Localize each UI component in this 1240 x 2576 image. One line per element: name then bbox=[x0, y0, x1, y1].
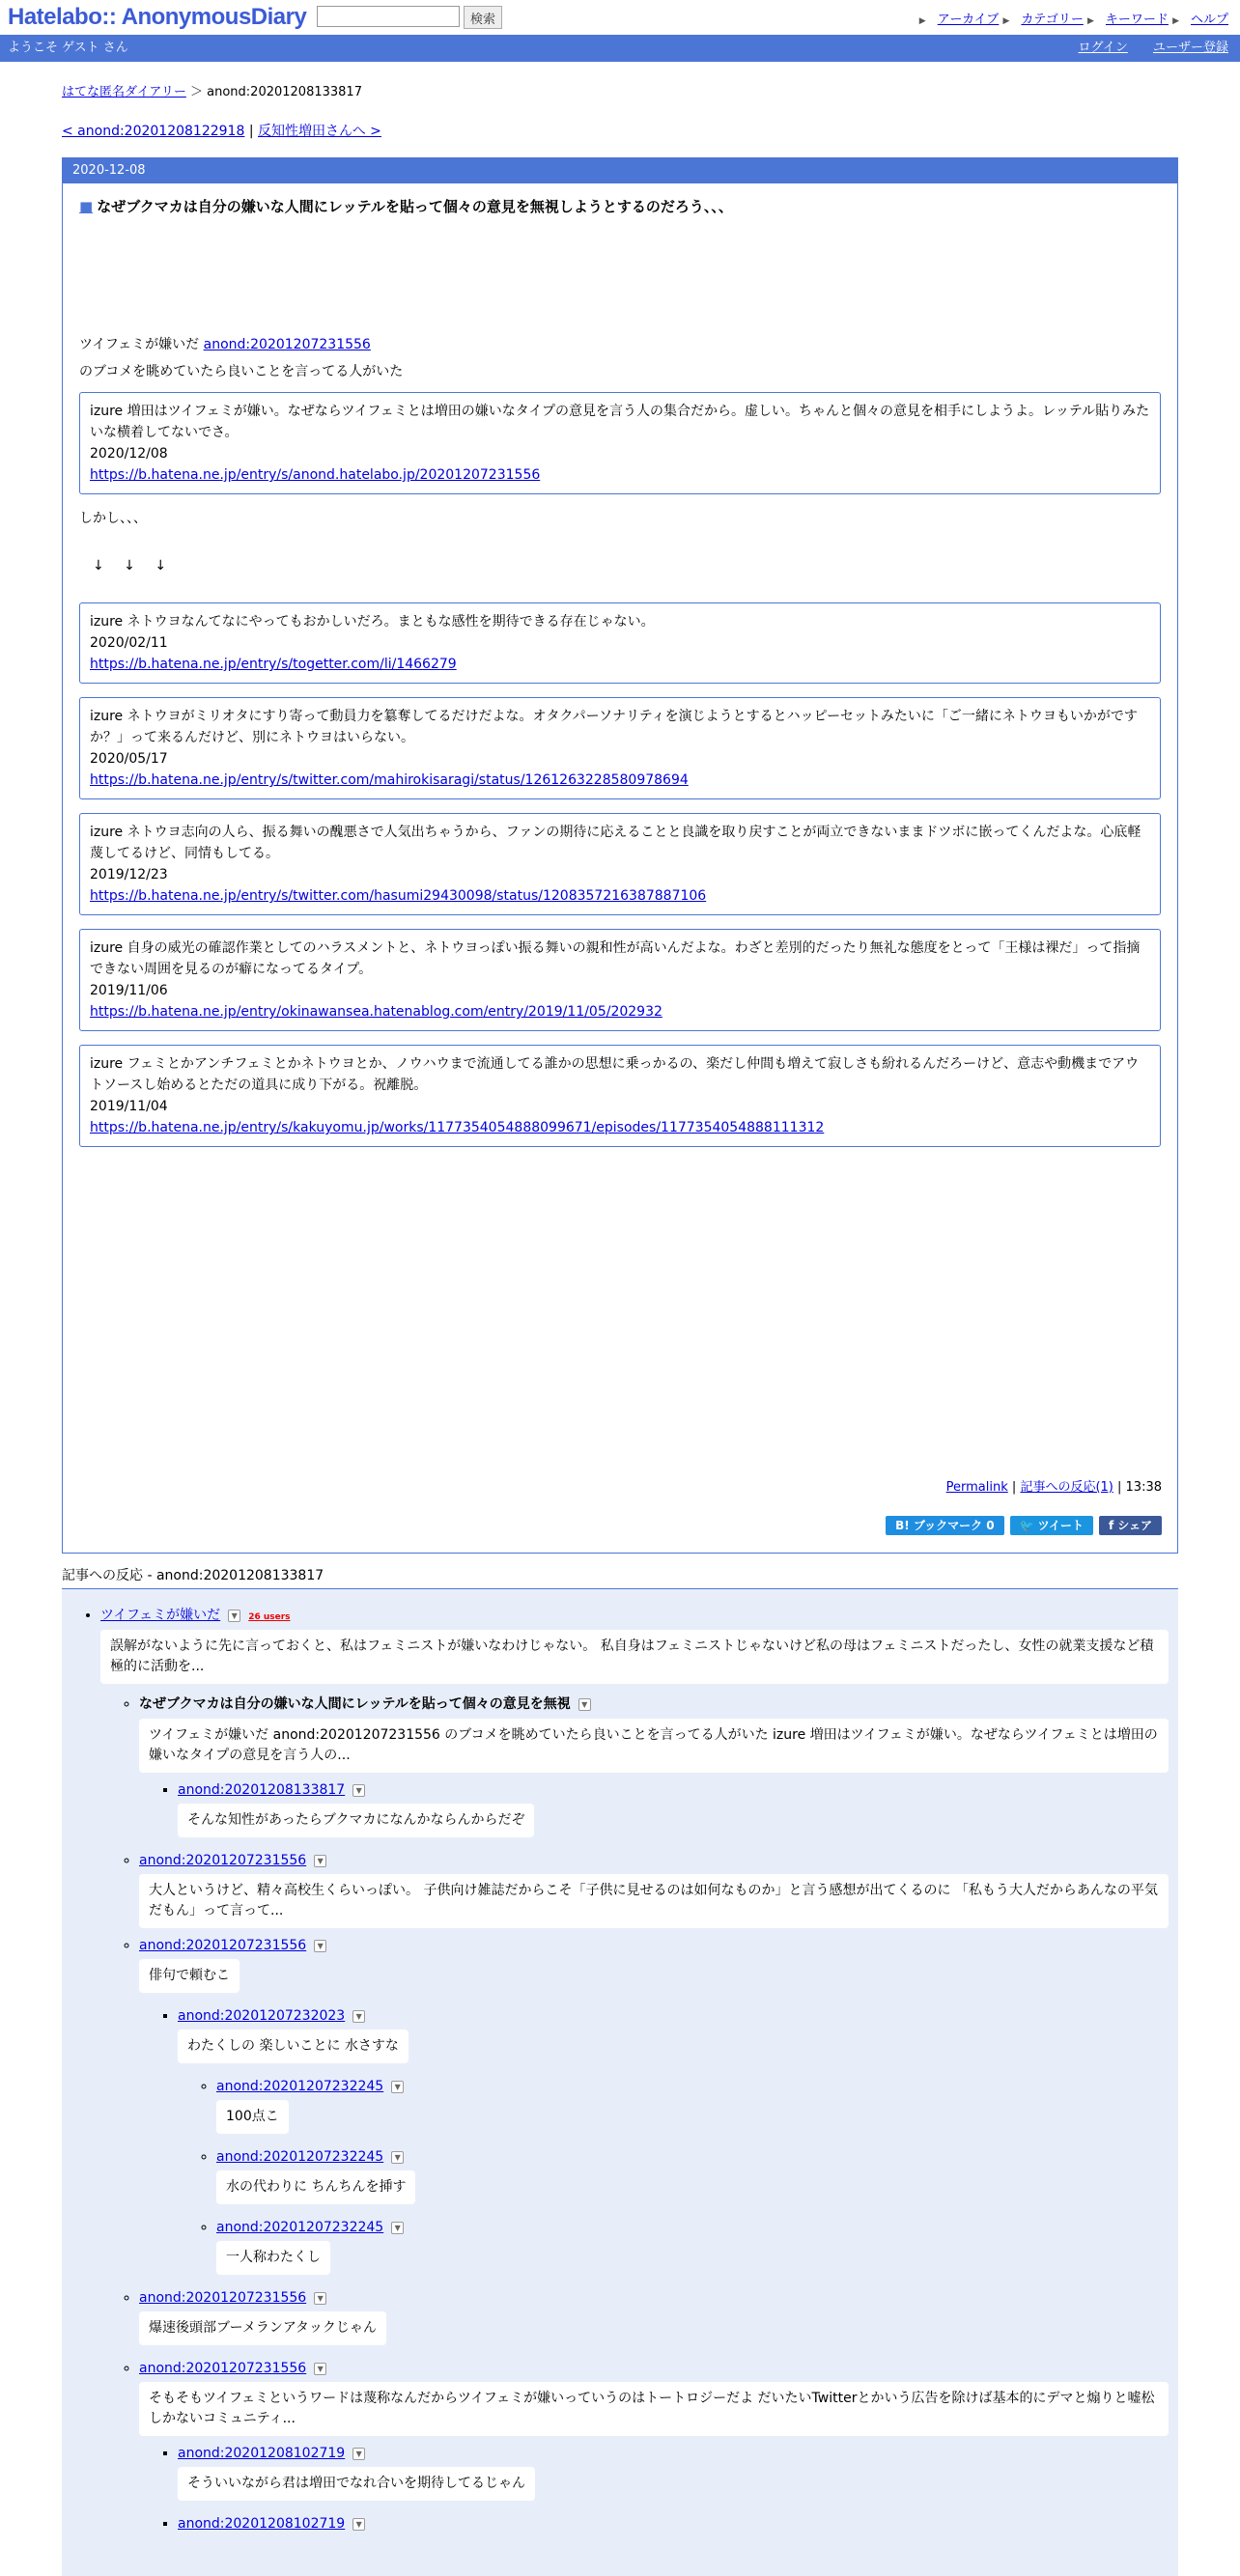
breadcrumb bbox=[62, 81, 1178, 99]
reaction-excerpt: そんな知性があったらブクマカになんかならんからだぞ bbox=[178, 1804, 534, 1837]
twitter-bird-icon: 🐦 bbox=[1019, 1519, 1034, 1532]
reaction-link[interactable]: anond:20201208102719 bbox=[178, 2446, 346, 2461]
hatena-bookmark-button[interactable]: B! ブックマーク 0 bbox=[886, 1516, 1004, 1535]
quote-text: izure ネトウヨ志向の人ら、振る舞いの醜悪さで人気出ちゃうから、ファンの期待に応えることと良識を取り戻すことが両立できないままドツボに嵌ってくんだよな。心底軽蔑してるけど、同情もしてる。 bbox=[90, 825, 1141, 861]
entry-title-text: なぜブクマカは自分の嫌いな人間にレッテルを貼って個々の意見を無視しようとするのだろう、、、 bbox=[97, 198, 733, 215]
triangle-icon: ▶ bbox=[1002, 16, 1010, 26]
prev-entry-link[interactable]: < anond:20201208122918 bbox=[62, 124, 245, 139]
pager-separator: | bbox=[248, 124, 254, 139]
reaction-item bbox=[139, 1853, 1169, 1928]
reaction-link[interactable]: anond:20201207232245 bbox=[216, 2220, 384, 2235]
dropdown-icon[interactable]: ▼ bbox=[352, 2518, 365, 2531]
nav-archive-link[interactable]: アーカイブ bbox=[937, 13, 1000, 27]
quote-date: 2020/02/11 bbox=[90, 635, 168, 651]
quote-date: 2020/12/08 bbox=[90, 446, 168, 462]
reaction-link[interactable]: anond:20201207232245 bbox=[216, 2079, 384, 2094]
reaction-item bbox=[139, 1938, 1169, 2284]
entry-paragraph: のブコメを眺めていたら良いことを言ってる人がいた bbox=[79, 364, 404, 379]
reactions-heading: 記事への反応 - anond:20201208133817 bbox=[62, 1565, 1178, 1589]
entry-body bbox=[63, 195, 1177, 1147]
quote-text: izure ネトウヨなんてなにやってもおかしいだろ。まともな感性を期待できる存在じゃない。 bbox=[90, 614, 655, 630]
quote-text: izure ネトウヨがミリオタにすり寄って動員力を簒奪してるだけだよな。オタクパーソナリティを演じようとするとハッピーセットみたいに「ご一緒にネトウヨもいかがですか？」って来るんだけど、別にネトウヨはいらない。 bbox=[90, 709, 1138, 745]
breadcrumb-current: anond:20201208133817 bbox=[207, 85, 362, 99]
dropdown-icon[interactable]: ▼ bbox=[391, 2081, 404, 2093]
top-bar bbox=[0, 0, 1240, 35]
quote-url-link[interactable]: https://b.hatena.ne.jp/entry/s/anond.hatelabo.jp/20201207231556 bbox=[90, 467, 541, 483]
dropdown-icon[interactable]: ▼ bbox=[352, 1784, 365, 1797]
search-input[interactable] bbox=[317, 6, 460, 27]
reaction-excerpt: 大人というけど、精々高校生くらいっぽい。 子供向け雑誌だからこそ「子供に見せるのは如何なものか」と言う感想が出てくるのに 「私もう大人だからあんなの平気だもん」って言って... bbox=[139, 1874, 1169, 1928]
search-button[interactable]: 検索 bbox=[464, 6, 502, 29]
welcome-bar bbox=[0, 35, 1240, 62]
welcome-text: ようこそ ゲスト さん bbox=[8, 41, 128, 55]
reaction-item bbox=[178, 2446, 1169, 2510]
reaction-item bbox=[100, 1605, 1169, 2532]
reaction-excerpt: そもそもツイフェミというワードは蔑称なんだからツイフェミが嫌いっていうのはトートロジーだよ だいたいTwitterとかいう広告を除けば基本的にデマと煽りと嘘松しかないコミュニティ... bbox=[139, 2382, 1169, 2436]
reaction-link[interactable]: anond:20201207231556 bbox=[139, 2361, 307, 2376]
footer-separator: | bbox=[1011, 1480, 1017, 1495]
quote-url-link[interactable]: https://b.hatena.ne.jp/entry/s/kakuyomu.jp/works/1177354054888099671/episodes/1177354054888111312 bbox=[90, 1120, 825, 1135]
reaction-item bbox=[216, 2149, 1169, 2214]
bookmark-comment-quote bbox=[79, 602, 1161, 684]
reaction-link[interactable]: anond:20201207232023 bbox=[178, 2008, 346, 2024]
bookmark-comment-quote bbox=[79, 1045, 1161, 1147]
bookmark-comment-quote bbox=[79, 929, 1161, 1031]
dropdown-icon[interactable]: ▼ bbox=[314, 2292, 326, 2305]
reaction-link[interactable]: anond:20201207231556 bbox=[139, 1853, 307, 1868]
reaction-item bbox=[216, 2079, 1169, 2143]
dropdown-icon[interactable]: ▼ bbox=[228, 1610, 240, 1622]
quote-text: izure 増田はツイフェミが嫌い。なぜならツイフェミとは増田の嫌いなタイプの意見を言う人の集合だから。虚しい。ちゃんと個々の意見を相手にしようよ。レッテル貼りみたいな横着してないでさ。 bbox=[90, 404, 1150, 440]
down-arrows: ↓ ↓ ↓ bbox=[93, 558, 175, 574]
reaction-item bbox=[139, 2290, 1169, 2355]
quote-text: izure フェミとかアンチフェミとかネトウヨとか、ノウハウまで流通してる誰かの思想に乗っかるの、楽だし仲間も増えて寂しさも紛れるんだろーけど、意志や動機までアウトソースし始めるとただの道具に成り下がる。祝離脱。 bbox=[90, 1056, 1140, 1093]
reaction-excerpt: ツイフェミが嫌いだ anond:20201207231556 のブコメを眺めていたら良いことを言ってる人がいた izure 増田はツイフェミが嫌い。なぜならツイフェミとは増田の嫌いなタイプの意見を言う人の... bbox=[139, 1719, 1169, 1773]
reaction-link[interactable]: ツイフェミが嫌いだ bbox=[100, 1608, 221, 1623]
quote-date: 2019/11/06 bbox=[90, 983, 168, 998]
dropdown-icon[interactable]: ▼ bbox=[314, 1855, 326, 1867]
dropdown-icon[interactable]: ▼ bbox=[578, 1698, 591, 1711]
triangle-icon: ▶ bbox=[918, 16, 926, 26]
entry-paragraph: しかし、、、 bbox=[79, 511, 147, 526]
nav-category-link[interactable]: カテゴリー bbox=[1021, 13, 1084, 27]
quote-url-link[interactable]: https://b.hatena.ne.jp/entry/okinawansea.hatenablog.com/entry/2019/11/05/202932 bbox=[90, 1004, 662, 1020]
bookmark-comment-quote bbox=[79, 813, 1161, 915]
tweet-label: ツイート bbox=[1037, 1519, 1084, 1532]
tweet-button[interactable] bbox=[1010, 1516, 1093, 1535]
quote-url-link[interactable]: https://b.hatena.ne.jp/entry/s/twitter.com/mahirokisaragi/status/1261263228580978694 bbox=[90, 772, 689, 788]
dropdown-icon[interactable]: ▼ bbox=[314, 1940, 326, 1952]
reaction-excerpt: 一人称わたくし bbox=[216, 2241, 330, 2275]
facebook-icon: f bbox=[1109, 1519, 1114, 1532]
reaction-excerpt: 水の代わりに ちんちんを挿す bbox=[216, 2170, 415, 2204]
reaction-title: なぜブクマカは自分の嫌いな人間にレッテルを貼って個々の意見を無視 bbox=[139, 1696, 571, 1712]
reaction-link[interactable]: anond:20201207231556 bbox=[139, 1938, 307, 1953]
reaction-link[interactable]: anond:20201207231556 bbox=[139, 2290, 307, 2306]
dropdown-icon[interactable]: ▼ bbox=[391, 2151, 404, 2164]
reaction-excerpt: 誤解がないように先に言っておくと、私はフェミニストが嫌いなわけじゃない。 私自身はフェミニストじゃないけど私の母はフェミニストだったし、女性の就業支援など積極的に活動を... bbox=[100, 1630, 1169, 1684]
reactions-tree bbox=[62, 1589, 1178, 2576]
dropdown-icon[interactable]: ▼ bbox=[352, 2010, 365, 2023]
register-link[interactable]: ユーザー登録 bbox=[1152, 41, 1228, 55]
top-nav bbox=[919, 9, 1228, 27]
bookmark-users-badge[interactable]: 26 users bbox=[248, 1612, 291, 1622]
entry-footer bbox=[946, 1476, 1162, 1495]
share-buttons bbox=[886, 1516, 1162, 1535]
entry-paragraph bbox=[79, 334, 1161, 355]
reaction-link[interactable]: anond:20201208133817 bbox=[178, 1782, 346, 1798]
reaction-item bbox=[139, 1694, 1169, 1847]
reaction-item bbox=[178, 2008, 1169, 2284]
entry-title bbox=[79, 195, 1161, 218]
facebook-share-button[interactable] bbox=[1099, 1516, 1162, 1535]
dropdown-icon[interactable]: ▼ bbox=[352, 2448, 365, 2460]
facebook-share-label: シェア bbox=[1117, 1519, 1152, 1532]
breadcrumb-home-link[interactable]: はてな匿名ダイアリー bbox=[62, 85, 186, 99]
quote-url-link[interactable]: https://b.hatena.ne.jp/entry/s/twitter.com/hasumi29430098/status/1208357216387887106 bbox=[90, 888, 707, 904]
main-content bbox=[62, 81, 1178, 2576]
bookmark-comment-quote bbox=[79, 697, 1161, 799]
reaction-item bbox=[216, 2220, 1169, 2284]
next-entry-link[interactable]: 反知性増田さんへ > bbox=[258, 124, 381, 139]
reaction-item bbox=[139, 2361, 1169, 2532]
bookmark-comment-quote bbox=[79, 392, 1161, 494]
quote-date: 2020/05/17 bbox=[90, 751, 168, 767]
reaction-item bbox=[178, 2516, 1169, 2532]
quote-date: 2019/11/04 bbox=[90, 1099, 168, 1114]
reaction-link[interactable]: anond:20201207232245 bbox=[216, 2149, 384, 2165]
permalink-link[interactable]: Permalink bbox=[945, 1480, 1008, 1495]
permalink-square-icon[interactable]: ■ bbox=[79, 198, 94, 215]
anond-link[interactable]: anond:20201207231556 bbox=[203, 337, 371, 352]
quote-text: izure 自身の威光の確認作業としてのハラスメントと、ネトウヨっぽい振る舞いの親和性が高いんだよな。わざと差別的だったり無礼な態度をとって「王様は裸だ」って指摘できない周囲を見るのが癖になってるタイプ。 bbox=[90, 940, 1141, 977]
entry-time: | 13:38 bbox=[1117, 1480, 1162, 1495]
breadcrumb-separator: ＞ bbox=[189, 85, 203, 99]
entry-pager bbox=[62, 121, 1178, 140]
reaction-excerpt: 100点こ bbox=[216, 2100, 289, 2134]
reaction-excerpt: 俳句で頼むこ bbox=[139, 1959, 240, 1993]
reaction-excerpt: わたくしの 楽しいことに 水さすな bbox=[178, 2030, 409, 2063]
nav-help-link[interactable]: ヘルプ bbox=[1190, 13, 1228, 27]
entry-box bbox=[62, 157, 1178, 1554]
nav-keyword-link[interactable]: キーワード bbox=[1105, 13, 1169, 27]
reaction-excerpt: そういいながら君は増田でなれ合いを期待してるじゃん bbox=[178, 2467, 535, 2501]
site-logo[interactable]: Hatelabo:: AnonymousDiary bbox=[8, 4, 307, 30]
dropdown-icon[interactable]: ▼ bbox=[314, 2363, 326, 2375]
entry-date: 2020-12-08 bbox=[63, 158, 1177, 183]
triangle-icon: ▶ bbox=[1172, 16, 1179, 26]
reaction-item bbox=[178, 1782, 1169, 1847]
quote-url-link[interactable]: https://b.hatena.ne.jp/entry/s/togetter.com/li/1466279 bbox=[90, 657, 457, 672]
dropdown-icon[interactable]: ▼ bbox=[391, 2222, 404, 2234]
login-link[interactable]: ログイン bbox=[1078, 41, 1128, 55]
quote-date: 2019/12/23 bbox=[90, 867, 168, 882]
reaction-excerpt: 爆速後頭部ブーメランアタックじゃん bbox=[139, 2311, 386, 2345]
reactions-count-link[interactable]: 記事への反応(1) bbox=[1020, 1480, 1113, 1495]
reaction-link[interactable]: anond:20201208102719 bbox=[178, 2516, 346, 2532]
triangle-icon: ▶ bbox=[1086, 16, 1094, 26]
entry-text: ツイフェミが嫌いだ bbox=[79, 337, 200, 352]
